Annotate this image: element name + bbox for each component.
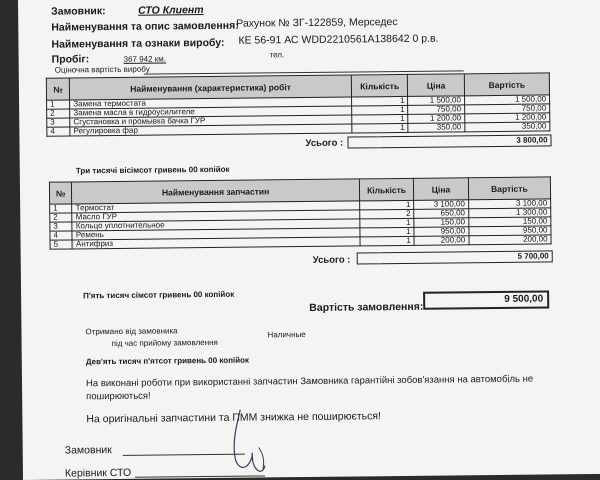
product-value: КЕ 56-91 АС WDD2210561A138642 0 р.в. [238, 32, 439, 47]
works-row-qty: 1 [352, 123, 408, 133]
customer-signature-label: Замовник [64, 444, 112, 457]
parts-row-name: Кольцо уплотнительное [72, 219, 359, 231]
mileage-label: Пробіг: [51, 53, 90, 66]
parts-row-no: 1 [50, 204, 73, 213]
product-label: Найменування та ознаки виробу: [51, 36, 225, 51]
works-col-name: Найменування (характеристика) робіт [70, 75, 352, 100]
parts-col-total: Вартість [468, 177, 551, 200]
received-label-2: під час прийому замовлення [111, 337, 218, 349]
parts-col-qty: Кількість [359, 178, 414, 201]
works-row-qty: 1 [352, 96, 408, 106]
parts-row-total: 950,00 [469, 226, 551, 236]
order-total-label: Вартість замовлення: [309, 300, 424, 314]
works-row-total: 1 200,00 [465, 113, 550, 123]
works-col-qty: Кількість [351, 74, 408, 97]
parts-row-name: Масло ГУР [72, 210, 359, 222]
parts-row-total: 3 100,00 [468, 199, 550, 209]
works-row-name: Сгустановка и промывка бачка ГУР [70, 115, 352, 127]
works-row-name: Замена термостата [70, 97, 352, 109]
works-row-total: 350,00 [465, 122, 550, 132]
parts-row-price: 200,00 [414, 236, 469, 246]
mileage-value: 367 942 км. [123, 54, 167, 64]
parts-total-value: 5 700,00 [357, 250, 553, 264]
works-row-no: 2 [47, 109, 70, 118]
parts-row-total: 200,00 [469, 235, 551, 245]
order-label: Найменування та опис замовлення: [51, 19, 239, 34]
phone-label: тел. [269, 50, 285, 60]
order-value: Рахунок № ЗГ-122859, Мерседес [236, 16, 398, 30]
received-label-1: Отримано від замовника [85, 326, 178, 337]
parts-total-label: Усього : [312, 254, 351, 266]
parts-row-total: 1 300,00 [468, 208, 550, 218]
works-row-price: 1 500,00 [408, 96, 464, 106]
customer-value: СТО Клиент [138, 4, 204, 17]
payment-amount-words: Дев'ять тисяч п'ятсот гривень 00 копійок [85, 355, 250, 367]
parts-row-name: Ремень [72, 228, 359, 240]
works-col-no: № [46, 78, 69, 100]
works-row-price: 350,00 [408, 123, 464, 133]
document-page [18, 0, 600, 480]
parts-col-no: № [49, 182, 72, 204]
payment-method: Наличные [267, 330, 306, 340]
works-total-value: 3 800,00 [347, 134, 551, 148]
order-total-value: 9 500,00 [423, 290, 549, 309]
parts-row-no: 3 [50, 222, 73, 231]
parts-table [49, 176, 552, 249]
works-row-name: Замена масла в гидроусилителе [70, 106, 352, 118]
parts-row-qty: 1 [359, 200, 414, 210]
parts-col-name: Найменування запчастин [72, 179, 360, 204]
works-row-no: 1 [47, 100, 70, 109]
works-total-words: Три тисячі вісімсот гривень 00 копійок [75, 164, 230, 176]
parts-row-price: 150,00 [414, 218, 469, 228]
works-row-total: 1 500,00 [464, 95, 549, 105]
works-total-label: Усього : [305, 137, 344, 149]
parts-row-no: 5 [50, 240, 73, 249]
works-col-total: Вартість [464, 73, 549, 96]
estimate-label: Оціночна вартість виробу [54, 64, 150, 75]
works-row-name: Регулировка фар [70, 124, 352, 136]
works-row-no: 3 [47, 118, 70, 127]
parts-row-price: 3 100,00 [414, 200, 469, 210]
works-row-price: 1 200,00 [408, 114, 464, 124]
warranty-note-line-2: поширюються! [86, 390, 151, 403]
parts-row-qty: 2 [359, 209, 414, 219]
parts-row-price: 650,00 [414, 209, 469, 219]
manager-signature-label: Керівник СТО [64, 466, 132, 480]
parts-row-name: Антифриз [72, 237, 359, 249]
parts-row-qty: 1 [360, 218, 415, 228]
parts-col-price: Ціна [414, 178, 469, 201]
works-row-qty: 1 [352, 114, 408, 124]
works-row-qty: 1 [352, 105, 408, 115]
parts-total-words: П'ять тисяч сімсот гривень 00 копійок [83, 289, 235, 301]
works-table [46, 72, 551, 136]
discount-note: На оригінальні запчастини та ПММ знижка не поширюється! [86, 410, 382, 426]
warranty-note-line-1: На виконані роботи при використанні запчастин Замовника гарантійні зобов'язання на автомобіль не [85, 373, 534, 390]
customer-label: Замовник: [51, 5, 106, 18]
parts-row-qty: 1 [360, 236, 415, 246]
handwritten-signature-icon [218, 405, 289, 478]
parts-row-price: 950,00 [414, 227, 469, 237]
works-row-price: 750,00 [408, 105, 464, 115]
parts-row-total: 150,00 [469, 217, 551, 227]
parts-row-qty: 1 [360, 227, 415, 237]
works-row-total: 750,00 [464, 104, 549, 114]
works-row-no: 4 [47, 127, 70, 136]
parts-row-name: Термостат [72, 201, 359, 213]
parts-row-no: 2 [50, 213, 73, 222]
parts-row-no: 4 [50, 231, 73, 240]
works-col-price: Ціна [408, 74, 465, 97]
